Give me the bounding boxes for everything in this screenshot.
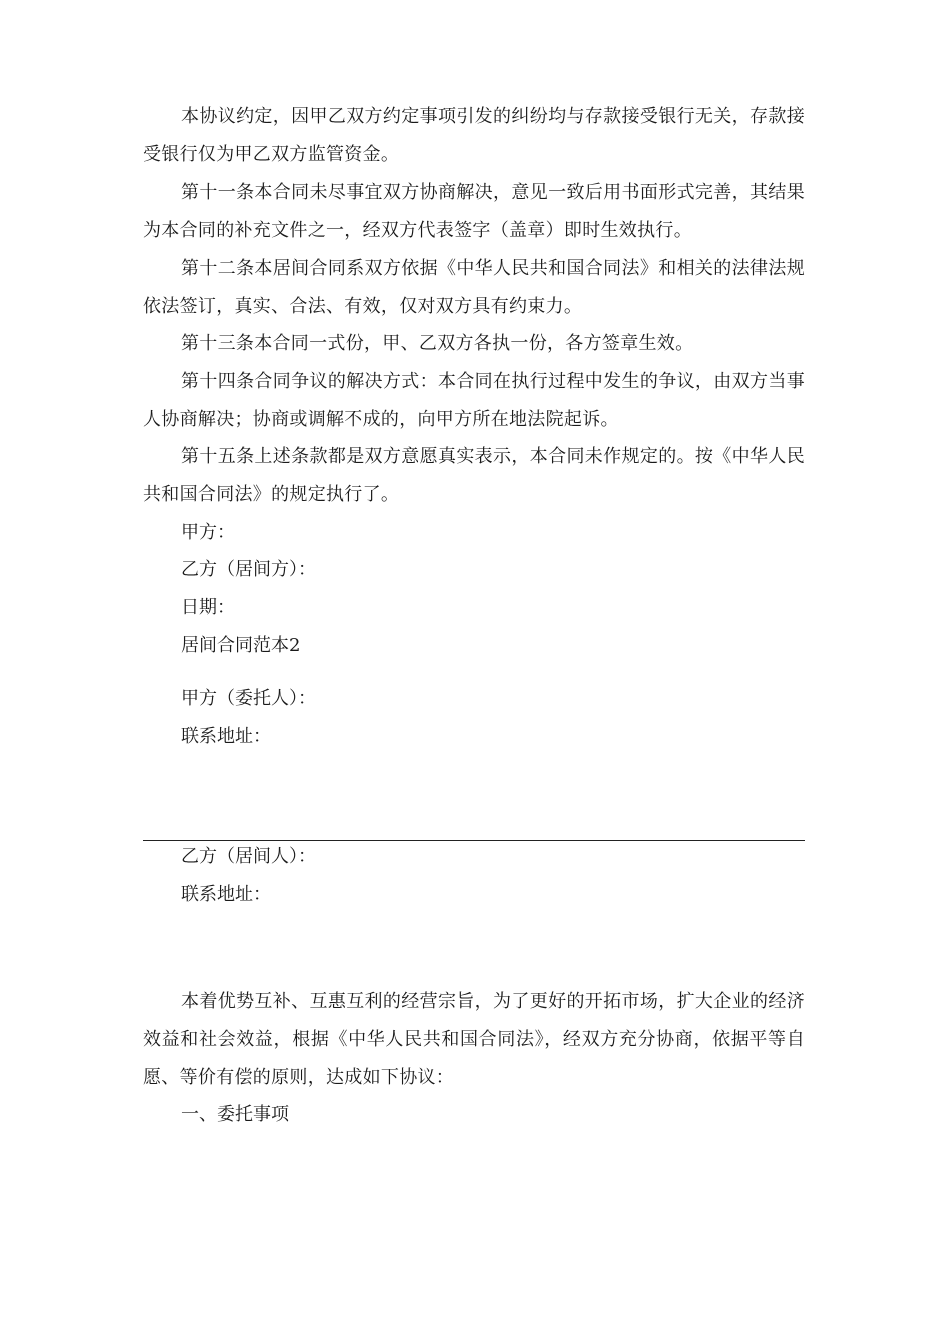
section-heading-entrusted-matters: 一、委托事项: [181, 1104, 289, 1125]
client-address-label: 联系地址：: [181, 726, 271, 747]
paragraph-article-12: 第十二条本居间合同系双方依据《中华人民共和国合同法》和相关的法律法规依法签订，真实、合法、有效，仅对双方具有约束力。: [143, 258, 805, 317]
template-2-title: 居间合同范本2: [181, 635, 301, 656]
date-label: 日期：: [181, 597, 235, 618]
paragraph-article-13: 第十三条本合同一式份，甲、乙双方各执一份，各方签章生效。: [181, 333, 694, 354]
broker-address-label: 联系地址：: [181, 884, 271, 905]
paragraph-article-14: 第十四条合同争议的解决方式：本合同在执行过程中发生的争议，由双方当事人协商解决；协商或调解不成的，向甲方所在地法院起诉。: [143, 371, 805, 430]
paragraph-bank-disclaimer: 本协议约定，因甲乙双方约定事项引发的纠纷均与存款接受银行无关，存款接受银行仅为甲乙双方监管资金。: [143, 106, 805, 165]
client-label: 甲方（委托人）：: [181, 688, 316, 709]
paragraph-article-15: 第十五条上述条款都是双方意愿真实表示，本合同未作规定的。按《中华人民共和国合同法》的规定执行了。: [143, 446, 805, 505]
party-b-label: 乙方（居间方）：: [181, 559, 316, 580]
paragraph-article-11: 第十一条本合同未尽事宜双方协商解决，意见一致后用书面形式完善，其结果为本合同的补充文件之一，经双方代表签字（盖章）即时生效执行。: [143, 182, 805, 241]
party-a-label: 甲方：: [181, 522, 235, 543]
paragraph-preamble: 本着优势互补、互惠互利的经营宗旨，为了更好的开拓市场，扩大企业的经济效益和社会效益，根据《中华人民共和国合同法》，经双方充分协商，依据平等自愿、等价有偿的原则，达成如下协议：: [143, 991, 805, 1088]
broker-label: 乙方（居间人）：: [181, 846, 316, 867]
